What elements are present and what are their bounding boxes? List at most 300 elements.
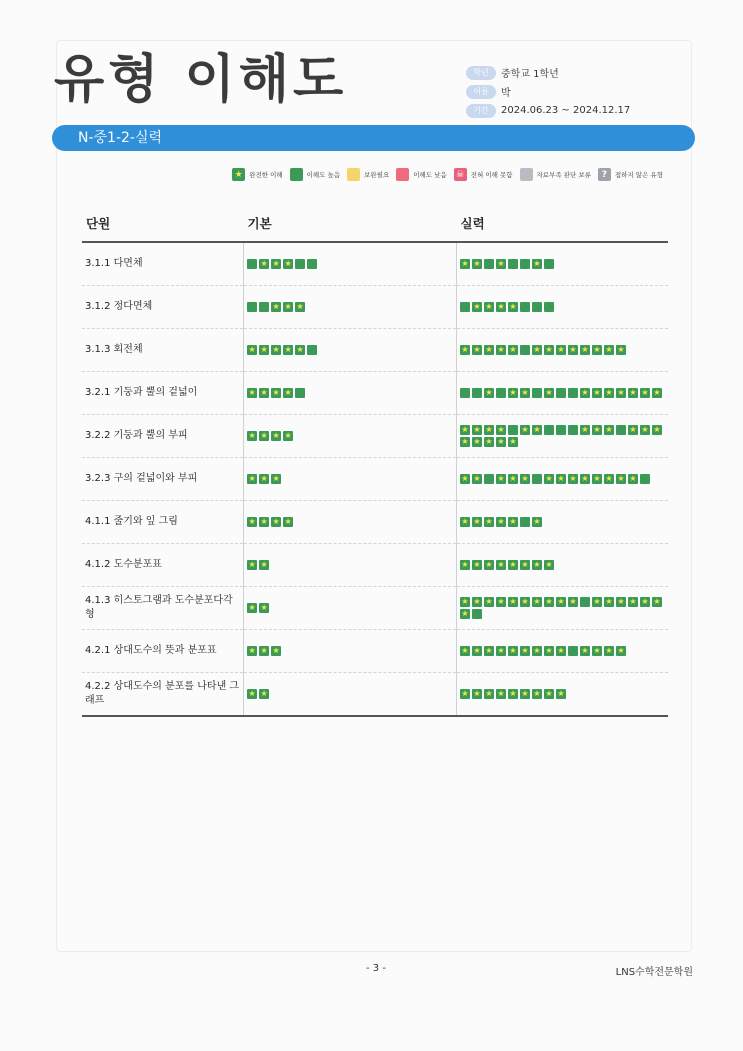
star-icon: ★ — [284, 345, 292, 354]
star-icon: ★ — [521, 689, 529, 698]
star-icon: ★ — [533, 425, 541, 434]
star-icon: ★ — [260, 259, 268, 268]
star-icon: ★ — [557, 597, 565, 606]
green-square-icon — [568, 388, 578, 398]
mark-group — [247, 560, 452, 570]
basic-cell — [244, 501, 457, 544]
unit-name: 4.2.2 상대도수의 분포를 나타낸 그래프 — [85, 681, 240, 706]
unit-cell — [82, 415, 244, 458]
star-icon: ★ — [509, 302, 517, 311]
period-label: 기간 — [466, 104, 496, 118]
star-icon: ★ — [581, 474, 589, 483]
unit-name: 3.2.3 구의 겉넓이와 부피 — [85, 473, 198, 484]
star-icon: ★ — [545, 689, 553, 698]
star-icon: ★ — [653, 388, 661, 397]
table-row — [82, 501, 668, 544]
star-icon: ★ — [260, 560, 268, 569]
star-icon: ★ — [617, 345, 625, 354]
star-icon: ★ — [272, 517, 280, 526]
star-icon: ★ — [485, 302, 493, 311]
star-icon: ★ — [248, 431, 256, 440]
star-icon: ★ — [497, 302, 505, 311]
star-icon: ★ — [569, 597, 577, 606]
star-icon: ★ — [533, 517, 541, 526]
star-icon: ★ — [284, 517, 292, 526]
star-icon: ★ — [617, 474, 625, 483]
grade-value: 중학교 1학년 — [501, 69, 559, 80]
mark-group — [247, 646, 452, 656]
green-square-icon — [532, 302, 542, 312]
page-title: 유형 이해도 — [54, 50, 348, 110]
star-icon: ★ — [557, 646, 565, 655]
star-icon: ★ — [485, 560, 493, 569]
basic-cell — [244, 587, 457, 630]
table-row — [82, 587, 668, 630]
star-icon: ★ — [641, 425, 649, 434]
legend-label: 접하지 않은 유형 — [614, 171, 663, 179]
star-icon: ★ — [593, 597, 601, 606]
green-square-icon — [520, 302, 530, 312]
star-icon: ★ — [461, 345, 469, 354]
star-icon: ★ — [629, 425, 637, 434]
advanced-cell — [457, 372, 669, 415]
student-info — [466, 63, 630, 120]
unit-cell — [82, 501, 244, 544]
legend-item — [347, 168, 389, 181]
star-icon: ★ — [497, 560, 505, 569]
table-row — [82, 242, 668, 286]
star-icon: ★ — [497, 689, 505, 698]
green-square-icon — [532, 474, 542, 484]
legend-item — [290, 168, 340, 181]
star-icon: ★ — [629, 474, 637, 483]
green-square-icon — [568, 425, 578, 435]
star-icon: ★ — [569, 474, 577, 483]
star-icon: ★ — [533, 689, 541, 698]
star-icon: ★ — [461, 425, 469, 434]
star-icon: ★ — [473, 259, 481, 268]
star-icon: ★ — [461, 597, 469, 606]
star-icon: ★ — [593, 646, 601, 655]
star-icon: ★ — [248, 388, 256, 397]
green-square-icon — [544, 259, 554, 269]
period-value: 2024.06.23 ~ 2024.12.17 — [501, 105, 631, 116]
star-icon: ★ — [557, 474, 565, 483]
star-icon: ★ — [272, 431, 280, 440]
star-icon: ★ — [248, 603, 256, 612]
table-row — [82, 372, 668, 415]
green-square-icon — [580, 597, 590, 607]
star-icon: ★ — [260, 474, 268, 483]
star-icon: ★ — [509, 597, 517, 606]
table-row — [82, 286, 668, 329]
star-icon: ★ — [509, 517, 517, 526]
green-square-icon — [247, 302, 257, 312]
course-label: N-중1-2-실력 — [78, 130, 163, 146]
star-icon: ★ — [461, 560, 469, 569]
advanced-cell — [457, 242, 669, 286]
basic-cell — [244, 329, 457, 372]
table-header-row — [82, 205, 668, 242]
mark-group — [460, 597, 665, 619]
star-icon: ★ — [260, 646, 268, 655]
unit-name: 3.2.2 기둥과 뿔의 부피 — [85, 430, 188, 441]
legend-label: 보완필요 — [364, 171, 390, 179]
star-icon: ★ — [629, 597, 637, 606]
advanced-cell — [457, 458, 669, 501]
star-icon: ★ — [260, 517, 268, 526]
star-icon: ★ — [641, 597, 649, 606]
legend-label: 전혀 이해 못함 — [470, 171, 513, 179]
mark-group — [460, 517, 665, 527]
star-icon: ★ — [521, 646, 529, 655]
star-icon: ★ — [533, 646, 541, 655]
star-icon: ★ — [461, 517, 469, 526]
legend-label: 완전한 이해 — [249, 171, 283, 179]
star-icon: ★ — [497, 474, 505, 483]
star-icon: ★ — [497, 646, 505, 655]
grade-row — [466, 63, 630, 82]
star-icon: ★ — [509, 345, 517, 354]
star-icon: ★ — [232, 168, 245, 181]
green-square-icon — [472, 388, 482, 398]
star-icon: ★ — [272, 302, 280, 311]
star-icon: ★ — [260, 388, 268, 397]
understanding-table — [82, 205, 668, 717]
star-icon: ★ — [260, 345, 268, 354]
star-icon: ★ — [605, 646, 613, 655]
star-icon: ★ — [593, 474, 601, 483]
star-icon: ★ — [545, 388, 553, 397]
star-icon: ★ — [485, 517, 493, 526]
star-icon: ★ — [473, 646, 481, 655]
star-icon: ★ — [545, 474, 553, 483]
star-icon: ★ — [617, 597, 625, 606]
advanced-cell — [457, 544, 669, 587]
green-square-icon — [520, 345, 530, 355]
unit-cell — [82, 242, 244, 286]
green-square-icon — [259, 302, 269, 312]
green-square-icon — [460, 388, 470, 398]
star-icon: ★ — [473, 597, 481, 606]
star-icon: ★ — [533, 345, 541, 354]
name-label: 이름 — [466, 85, 496, 99]
unit-name: 3.1.1 다면체 — [85, 258, 143, 269]
star-icon: ★ — [509, 560, 517, 569]
mark-group — [460, 560, 665, 570]
star-icon: ★ — [461, 259, 469, 268]
star-icon: ★ — [653, 425, 661, 434]
star-icon: ★ — [473, 437, 481, 446]
grade-label: 학년 — [466, 66, 496, 80]
legend-item — [396, 168, 446, 181]
green-square-icon — [640, 474, 650, 484]
green-square-icon — [290, 168, 303, 181]
star-icon: ★ — [605, 345, 613, 354]
star-icon: ★ — [272, 345, 280, 354]
star-icon: ★ — [485, 388, 493, 397]
unit-cell — [82, 286, 244, 329]
star-icon: ★ — [545, 597, 553, 606]
star-icon: ★ — [521, 560, 529, 569]
star-icon: ★ — [509, 689, 517, 698]
green-square-icon — [472, 609, 482, 619]
star-icon: ★ — [473, 345, 481, 354]
green-square-icon — [532, 388, 542, 398]
mark-group — [460, 474, 665, 484]
mark-group — [460, 302, 665, 312]
question-icon: ? — [598, 168, 611, 181]
star-icon: ★ — [497, 517, 505, 526]
star-icon: ★ — [509, 437, 517, 446]
green-square-icon — [556, 388, 566, 398]
advanced-cell — [457, 415, 669, 458]
legend — [225, 168, 663, 181]
unit-name: 3.1.2 정다면체 — [85, 301, 153, 312]
star-icon: ★ — [248, 517, 256, 526]
green-square-icon — [616, 425, 626, 435]
course-banner — [52, 125, 695, 151]
basic-cell — [244, 286, 457, 329]
star-icon: ★ — [509, 646, 517, 655]
star-icon: ★ — [485, 345, 493, 354]
star-icon: ★ — [473, 474, 481, 483]
table-row — [82, 673, 668, 717]
unit-name: 4.1.1 줄기와 잎 그림 — [85, 516, 178, 527]
star-icon: ★ — [545, 345, 553, 354]
page-number: - 3 - — [366, 963, 386, 974]
green-square-icon — [520, 259, 530, 269]
star-icon: ★ — [284, 388, 292, 397]
star-icon: ★ — [461, 646, 469, 655]
green-square-icon — [544, 425, 554, 435]
star-icon: ★ — [629, 388, 637, 397]
green-square-icon — [508, 425, 518, 435]
header-basic: 기본 — [244, 205, 457, 242]
star-icon: ★ — [593, 388, 601, 397]
star-icon: ★ — [497, 259, 505, 268]
star-icon: ★ — [581, 646, 589, 655]
mark-group — [247, 474, 452, 484]
basic-cell — [244, 544, 457, 587]
unit-cell — [82, 458, 244, 501]
star-icon: ★ — [533, 259, 541, 268]
star-icon: ★ — [260, 689, 268, 698]
star-icon: ★ — [485, 425, 493, 434]
mark-group — [460, 646, 665, 656]
star-icon: ★ — [248, 689, 256, 698]
legend-item — [454, 168, 513, 181]
table-row — [82, 544, 668, 587]
legend-item — [232, 168, 282, 181]
star-icon: ★ — [461, 609, 469, 618]
star-icon: ★ — [641, 388, 649, 397]
star-icon: ★ — [581, 425, 589, 434]
star-icon: ★ — [617, 646, 625, 655]
star-icon: ★ — [557, 689, 565, 698]
green-square-icon — [460, 302, 470, 312]
star-icon: ★ — [296, 302, 304, 311]
mark-group — [247, 603, 452, 613]
basic-cell — [244, 415, 457, 458]
period-row — [466, 101, 630, 120]
unit-cell — [82, 587, 244, 630]
star-icon: ★ — [272, 646, 280, 655]
star-icon: ★ — [497, 437, 505, 446]
star-icon: ★ — [485, 689, 493, 698]
star-icon: ★ — [617, 388, 625, 397]
star-icon: ★ — [248, 560, 256, 569]
star-icon: ★ — [545, 560, 553, 569]
green-square-icon — [508, 259, 518, 269]
green-square-icon — [544, 302, 554, 312]
star-icon: ★ — [581, 388, 589, 397]
star-icon: ★ — [473, 517, 481, 526]
star-icon: ★ — [473, 560, 481, 569]
gray-square-icon — [520, 168, 533, 181]
star-icon: ★ — [260, 431, 268, 440]
star-icon: ★ — [509, 474, 517, 483]
mark-group — [460, 345, 665, 355]
basic-cell — [244, 458, 457, 501]
advanced-cell — [457, 286, 669, 329]
star-icon: ★ — [497, 425, 505, 434]
star-icon: ★ — [593, 425, 601, 434]
green-square-icon — [568, 646, 578, 656]
green-square-icon — [484, 259, 494, 269]
star-icon: ★ — [296, 345, 304, 354]
star-icon: ★ — [272, 388, 280, 397]
star-icon: ★ — [581, 345, 589, 354]
green-square-icon — [307, 259, 317, 269]
star-icon: ★ — [533, 560, 541, 569]
advanced-cell — [457, 673, 669, 717]
mark-group — [460, 388, 665, 398]
academy-name: LNS수학전문학원 — [615, 967, 693, 978]
star-icon: ★ — [605, 474, 613, 483]
legend-label: 이해도 낮음 — [413, 171, 447, 179]
star-icon: ★ — [248, 646, 256, 655]
unit-cell — [82, 372, 244, 415]
star-icon: ★ — [521, 425, 529, 434]
star-icon: ★ — [605, 425, 613, 434]
table-row — [82, 630, 668, 673]
star-icon: ★ — [461, 437, 469, 446]
mark-group — [247, 345, 452, 355]
table-body — [82, 242, 668, 716]
unit-cell — [82, 544, 244, 587]
legend-label: 자료부족 판단 보류 — [536, 171, 591, 179]
mark-group — [247, 259, 452, 269]
skull-icon: ☠ — [454, 168, 467, 181]
green-square-icon — [307, 345, 317, 355]
unit-name: 4.2.1 상대도수의 뜻과 분포표 — [85, 645, 217, 656]
legend-item — [520, 168, 591, 181]
star-icon: ★ — [272, 474, 280, 483]
legend-item — [598, 168, 663, 181]
mark-group — [460, 259, 665, 269]
unit-name: 3.2.1 기둥과 뿔의 겉넓이 — [85, 387, 198, 398]
green-square-icon — [556, 425, 566, 435]
star-icon: ★ — [485, 646, 493, 655]
mark-group — [460, 689, 665, 699]
basic-cell — [244, 673, 457, 717]
red-square-icon — [396, 168, 409, 181]
mark-group — [247, 431, 452, 441]
advanced-cell — [457, 329, 669, 372]
star-icon: ★ — [557, 345, 565, 354]
advanced-cell — [457, 501, 669, 544]
star-icon: ★ — [509, 388, 517, 397]
name-row — [466, 82, 630, 101]
mark-group — [460, 425, 665, 447]
unit-name: 3.1.3 회전체 — [85, 344, 143, 355]
star-icon: ★ — [260, 603, 268, 612]
basic-cell — [244, 630, 457, 673]
star-icon: ★ — [284, 302, 292, 311]
mark-group — [247, 388, 452, 398]
green-square-icon — [496, 388, 506, 398]
green-square-icon — [295, 388, 305, 398]
star-icon: ★ — [485, 437, 493, 446]
basic-cell — [244, 242, 457, 286]
table-row — [82, 415, 668, 458]
star-icon: ★ — [485, 597, 493, 606]
unit-cell — [82, 673, 244, 717]
mark-group — [247, 517, 452, 527]
green-square-icon — [520, 517, 530, 527]
basic-cell — [244, 372, 457, 415]
star-icon: ★ — [605, 597, 613, 606]
yellow-square-icon — [347, 168, 360, 181]
legend-label: 이해도 높음 — [306, 171, 341, 179]
table-row — [82, 458, 668, 501]
mark-group — [247, 302, 452, 312]
star-icon: ★ — [605, 388, 613, 397]
star-icon: ★ — [533, 597, 541, 606]
header-advanced: 실력 — [457, 205, 669, 242]
table-row — [82, 329, 668, 372]
unit-name: 4.1.3 히스토그램과 도수분포다각형 — [85, 595, 233, 620]
unit-cell — [82, 329, 244, 372]
green-square-icon — [295, 259, 305, 269]
advanced-cell — [457, 630, 669, 673]
star-icon: ★ — [497, 597, 505, 606]
advanced-cell — [457, 587, 669, 630]
star-icon: ★ — [521, 597, 529, 606]
star-icon: ★ — [461, 689, 469, 698]
star-icon: ★ — [473, 689, 481, 698]
mark-group — [247, 689, 452, 699]
unit-name: 4.1.2 도수분포표 — [85, 559, 162, 570]
star-icon: ★ — [461, 474, 469, 483]
star-icon: ★ — [473, 302, 481, 311]
star-icon: ★ — [593, 345, 601, 354]
green-square-icon — [247, 259, 257, 269]
star-icon: ★ — [521, 474, 529, 483]
star-icon: ★ — [473, 425, 481, 434]
star-icon: ★ — [284, 431, 292, 440]
header-unit: 단원 — [82, 205, 244, 242]
star-icon: ★ — [521, 388, 529, 397]
unit-cell — [82, 630, 244, 673]
star-icon: ★ — [497, 345, 505, 354]
star-icon: ★ — [284, 259, 292, 268]
name-value: 박 — [501, 88, 511, 99]
star-icon: ★ — [653, 597, 661, 606]
star-icon: ★ — [248, 474, 256, 483]
green-square-icon — [484, 474, 494, 484]
